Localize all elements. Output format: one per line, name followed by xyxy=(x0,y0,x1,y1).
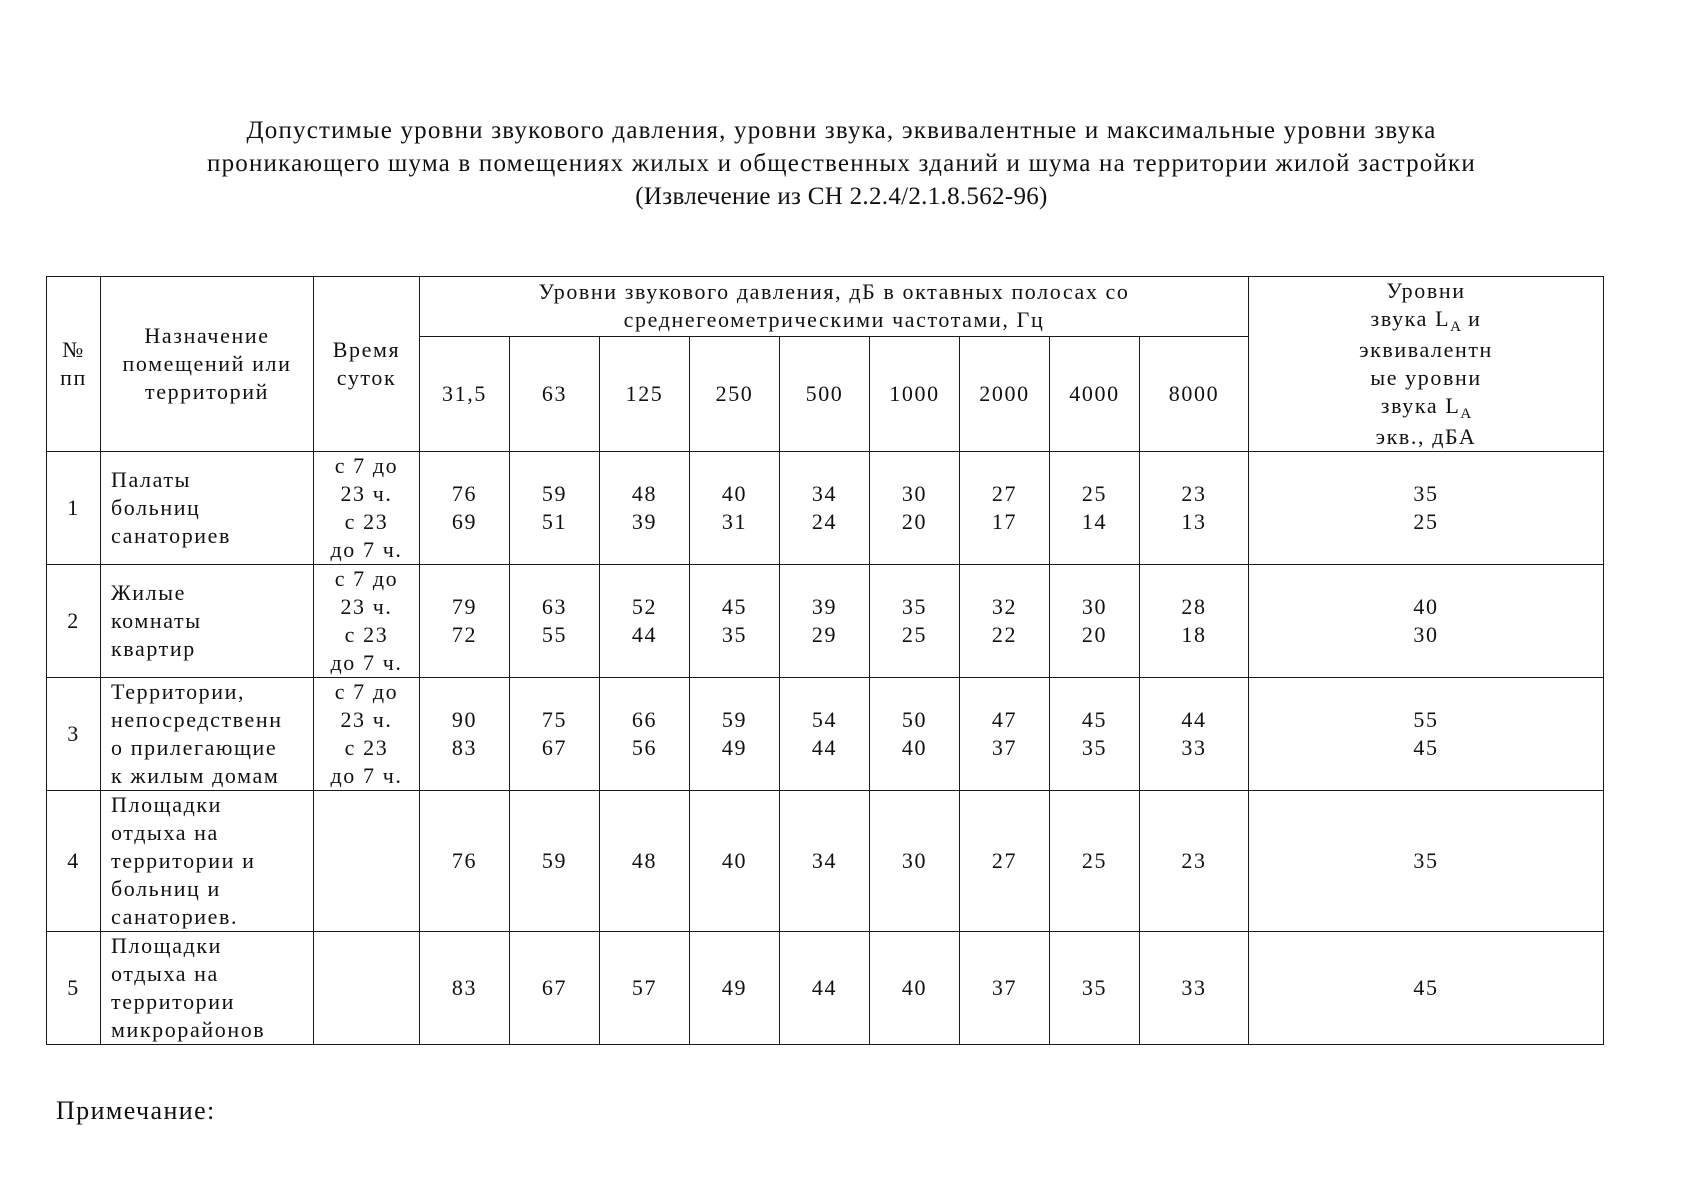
time-cell xyxy=(314,452,420,565)
level-cell xyxy=(690,565,780,678)
level-cell xyxy=(1050,565,1140,678)
level-cell xyxy=(780,452,870,565)
level-value: 34 xyxy=(811,848,838,873)
level-value: 67 xyxy=(541,735,568,760)
level-value: 35 xyxy=(721,622,748,647)
level-value: 52 xyxy=(631,594,658,619)
purpose-line: Площадки xyxy=(111,792,223,817)
level-value: 69 xyxy=(451,509,478,534)
equivalent-cell xyxy=(1249,565,1604,678)
level-value: 20 xyxy=(1081,622,1108,647)
title-source: (Извлечение из СН 2.2.4/2.1.8.562-96) xyxy=(635,183,1048,210)
level-value: 56 xyxy=(631,735,658,760)
purpose-line: территории xyxy=(111,989,236,1014)
level-value: 17 xyxy=(991,509,1018,534)
level-cell xyxy=(780,791,870,932)
level-value: 44 xyxy=(631,622,658,647)
purpose-line: к жилым домам xyxy=(111,763,280,788)
level-value: 18 xyxy=(1181,622,1207,647)
level-value: 35 xyxy=(1081,735,1108,760)
row-number-cell: 3 xyxy=(47,678,101,791)
level-value: 23 xyxy=(1181,481,1207,506)
level-cell xyxy=(600,452,690,565)
title-line-2: проникающего шума в помещениях жилых и общественных зданий и шума на территории жилой застройки xyxy=(207,150,1476,177)
equivalent-value: 30 xyxy=(1413,622,1439,647)
purpose-line: комнаты xyxy=(111,608,202,633)
level-value: 27 xyxy=(991,481,1018,506)
level-value: 76 xyxy=(451,481,478,506)
level-cell xyxy=(960,932,1050,1045)
header-equivalent-line xyxy=(1249,392,1603,423)
purpose-line: санаториев. xyxy=(111,904,239,929)
purpose-line: Площадки xyxy=(111,933,223,958)
equivalent-value: 40 xyxy=(1413,594,1439,619)
time-cell xyxy=(314,791,420,932)
time-line: с 23 xyxy=(344,509,389,534)
level-cell xyxy=(510,791,600,932)
purpose-cell xyxy=(101,452,314,565)
level-value: 25 xyxy=(1081,481,1108,506)
level-value: 76 xyxy=(451,848,478,873)
purpose-cell xyxy=(101,678,314,791)
frequency-header: 8000 xyxy=(1140,336,1249,451)
time-line: 23 ч. xyxy=(340,594,393,619)
level-cell xyxy=(780,932,870,1045)
time-line: с 23 xyxy=(344,735,389,760)
header-equivalent-text: звука L xyxy=(1380,393,1461,418)
level-value: 48 xyxy=(631,848,658,873)
level-cell xyxy=(690,791,780,932)
header-purpose-line: Назначение xyxy=(144,323,270,348)
equivalent-value: 35 xyxy=(1413,848,1439,873)
level-value: 31 xyxy=(721,509,748,534)
header-purpose xyxy=(101,277,314,452)
time-cell xyxy=(314,565,420,678)
level-value: 44 xyxy=(811,975,838,1000)
level-value: 30 xyxy=(1081,594,1108,619)
header-equivalent-text: звука L xyxy=(1370,306,1451,331)
level-cell xyxy=(780,565,870,678)
level-value: 50 xyxy=(901,707,928,732)
subscript-a: A xyxy=(1450,319,1461,335)
level-value: 75 xyxy=(541,707,568,732)
purpose-line: микрорайонов xyxy=(111,1017,266,1042)
header-pressure-line: среднегеометрическими частотами, Гц xyxy=(623,307,1045,333)
time-line: с 7 до xyxy=(334,679,399,704)
time-line: 23 ч. xyxy=(340,481,393,506)
level-cell xyxy=(960,565,1050,678)
level-value: 72 xyxy=(451,622,478,647)
frequency-header: 250 xyxy=(690,336,780,451)
equivalent-cell xyxy=(1249,678,1604,791)
header-equivalent-line: экв., дБА xyxy=(1375,424,1477,449)
header-pressure-group xyxy=(420,277,1249,337)
level-value: 24 xyxy=(811,509,838,534)
purpose-line: отдыха на xyxy=(111,820,219,845)
table-row xyxy=(47,791,1604,932)
level-value: 79 xyxy=(451,594,478,619)
level-value: 59 xyxy=(541,481,568,506)
level-cell xyxy=(420,565,510,678)
level-value: 44 xyxy=(811,735,838,760)
level-value: 63 xyxy=(541,594,568,619)
level-cell xyxy=(510,932,600,1045)
level-value: 47 xyxy=(991,707,1018,732)
level-cell xyxy=(600,932,690,1045)
level-cell xyxy=(1050,932,1140,1045)
level-value: 25 xyxy=(901,622,928,647)
level-value: 14 xyxy=(1081,509,1108,534)
level-value: 59 xyxy=(541,848,568,873)
purpose-line: больниц xyxy=(111,495,201,520)
note-label: Примечание: xyxy=(56,1096,216,1125)
level-value: 51 xyxy=(541,509,568,534)
purpose-line: больниц и xyxy=(111,876,221,901)
level-cell xyxy=(510,678,600,791)
level-value: 83 xyxy=(451,975,478,1000)
level-value: 40 xyxy=(721,481,748,506)
level-value: 48 xyxy=(631,481,658,506)
header-equivalent-text: и xyxy=(1460,306,1482,331)
level-value: 39 xyxy=(631,509,658,534)
header-number-line: пп xyxy=(60,365,87,390)
time-cell xyxy=(314,678,420,791)
level-cell xyxy=(870,452,960,565)
table-row xyxy=(47,932,1604,1045)
level-value: 28 xyxy=(1181,594,1207,619)
level-value: 27 xyxy=(991,848,1018,873)
level-value: 37 xyxy=(991,735,1018,760)
level-cell xyxy=(600,791,690,932)
level-cell xyxy=(690,678,780,791)
purpose-line: квартир xyxy=(111,636,196,661)
purpose-cell xyxy=(101,932,314,1045)
level-cell xyxy=(960,791,1050,932)
level-cell xyxy=(780,678,870,791)
equivalent-cell xyxy=(1249,932,1604,1045)
equivalent-value: 45 xyxy=(1413,975,1439,1000)
level-value: 34 xyxy=(811,481,838,506)
header-time xyxy=(314,277,420,452)
purpose-line: отдыха на xyxy=(111,961,219,986)
header-purpose-line: помещений или xyxy=(122,351,292,376)
equivalent-value: 55 xyxy=(1413,707,1439,732)
purpose-line: Палаты xyxy=(111,467,192,492)
level-cell xyxy=(1140,565,1249,678)
time-line: до 7 ч. xyxy=(330,650,403,675)
frequency-header: 500 xyxy=(780,336,870,451)
level-value: 40 xyxy=(901,735,928,760)
level-cell xyxy=(1140,452,1249,565)
table-row xyxy=(47,565,1604,678)
equivalent-value: 35 xyxy=(1413,481,1439,506)
header-time-line: суток xyxy=(336,365,397,390)
level-value: 55 xyxy=(541,622,568,647)
time-line: до 7 ч. xyxy=(330,537,403,562)
purpose-line: Жилые xyxy=(111,580,187,605)
level-value: 29 xyxy=(811,622,838,647)
level-value: 90 xyxy=(451,707,478,732)
level-cell xyxy=(1050,452,1140,565)
table-body xyxy=(47,452,1604,1045)
level-value: 59 xyxy=(721,707,748,732)
level-cell xyxy=(870,932,960,1045)
level-cell xyxy=(690,452,780,565)
time-cell xyxy=(314,932,420,1045)
level-value: 49 xyxy=(721,975,748,1000)
time-line: с 23 xyxy=(344,622,389,647)
level-value: 57 xyxy=(631,975,658,1000)
level-value: 25 xyxy=(1081,848,1108,873)
table-row xyxy=(47,452,1604,565)
level-value: 40 xyxy=(901,975,928,1000)
level-cell xyxy=(600,565,690,678)
purpose-cell xyxy=(101,791,314,932)
level-value: 33 xyxy=(1181,735,1207,760)
equivalent-cell xyxy=(1249,791,1604,932)
level-cell xyxy=(1050,791,1140,932)
level-cell xyxy=(870,678,960,791)
header-equivalent-line: Уровни xyxy=(1386,278,1466,303)
level-value: 45 xyxy=(1081,707,1108,732)
header-pressure-line: Уровни звукового давления, дБ в октавных полосах со xyxy=(538,279,1130,305)
level-cell xyxy=(870,565,960,678)
level-value: 39 xyxy=(811,594,838,619)
header-time-line: Время xyxy=(332,337,401,362)
level-value: 23 xyxy=(1181,848,1207,873)
frequency-header: 1000 xyxy=(870,336,960,451)
frequency-header: 4000 xyxy=(1050,336,1140,451)
subscript-a: A xyxy=(1460,406,1472,422)
row-number-cell: 4 xyxy=(47,791,101,932)
level-cell xyxy=(600,678,690,791)
header-number xyxy=(47,277,101,452)
level-value: 35 xyxy=(1081,975,1108,1000)
header-equivalent-line: ые уровни xyxy=(1370,365,1482,390)
equivalent-cell xyxy=(1249,452,1604,565)
level-value: 45 xyxy=(721,594,748,619)
document-title xyxy=(0,114,1683,213)
level-cell xyxy=(1050,678,1140,791)
row-number-cell: 1 xyxy=(47,452,101,565)
equivalent-value: 25 xyxy=(1413,509,1439,534)
header-equivalent xyxy=(1249,277,1604,452)
level-value: 83 xyxy=(451,735,478,760)
level-cell xyxy=(420,678,510,791)
header-equivalent-line xyxy=(1249,305,1603,336)
purpose-line: санаториев xyxy=(111,523,232,548)
level-value: 30 xyxy=(901,481,928,506)
level-value: 66 xyxy=(631,707,658,732)
level-value: 35 xyxy=(901,594,928,619)
level-cell xyxy=(420,452,510,565)
header-number-line: № xyxy=(62,337,85,362)
level-cell xyxy=(1140,791,1249,932)
level-value: 37 xyxy=(991,975,1018,1000)
time-line: с 7 до xyxy=(334,566,399,591)
level-cell xyxy=(1140,932,1249,1045)
level-cell xyxy=(420,791,510,932)
title-line-1: Допустимые уровни звукового давления, уровни звука, эквивалентные и максимальные уровни звука xyxy=(246,117,1437,144)
level-value: 33 xyxy=(1181,975,1207,1000)
purpose-line: непосредственн xyxy=(111,707,283,732)
purpose-line: Территории, xyxy=(111,679,246,704)
level-cell xyxy=(420,932,510,1045)
level-value: 44 xyxy=(1181,707,1207,732)
noise-levels-table xyxy=(46,276,1604,1045)
row-number-cell: 2 xyxy=(47,565,101,678)
level-cell xyxy=(870,791,960,932)
level-cell xyxy=(960,678,1050,791)
level-value: 49 xyxy=(721,735,748,760)
row-number-cell: 5 xyxy=(47,932,101,1045)
purpose-line: о прилегающие xyxy=(111,735,278,760)
purpose-line: территории и xyxy=(111,848,256,873)
level-value: 20 xyxy=(901,509,928,534)
level-value: 22 xyxy=(991,622,1018,647)
level-value: 40 xyxy=(721,848,748,873)
frequency-header: 2000 xyxy=(960,336,1050,451)
level-cell xyxy=(510,565,600,678)
frequency-header: 31,5 xyxy=(420,336,510,451)
time-line: с 7 до xyxy=(334,453,399,478)
level-value: 67 xyxy=(541,975,568,1000)
level-value: 32 xyxy=(991,594,1018,619)
time-line: до 7 ч. xyxy=(330,763,403,788)
level-cell xyxy=(690,932,780,1045)
level-cell xyxy=(960,452,1050,565)
purpose-cell xyxy=(101,565,314,678)
table-row xyxy=(47,678,1604,791)
level-value: 30 xyxy=(901,848,928,873)
level-cell xyxy=(510,452,600,565)
header-equivalent-line: эквивалентн xyxy=(1359,337,1493,362)
level-value: 13 xyxy=(1181,509,1207,534)
level-value: 54 xyxy=(811,707,838,732)
equivalent-value: 45 xyxy=(1413,735,1439,760)
frequency-header: 125 xyxy=(600,336,690,451)
header-purpose-line: территорий xyxy=(144,379,270,404)
frequency-header: 63 xyxy=(510,336,600,451)
time-line: 23 ч. xyxy=(340,707,393,732)
level-cell xyxy=(1140,678,1249,791)
